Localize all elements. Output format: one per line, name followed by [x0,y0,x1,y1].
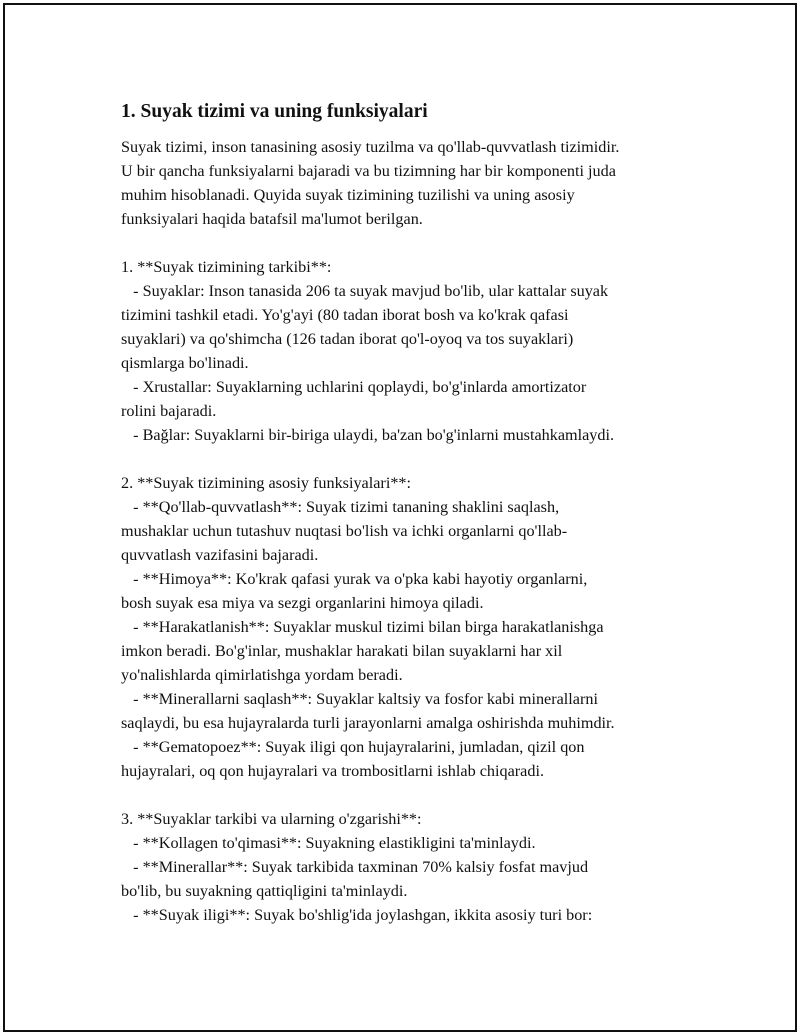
section-line: qismlarga bo'linadi. [121,354,249,372]
intro-paragraph [121,135,721,231]
intro-line: muhim hisoblanadi. Quyida suyak tizimining tuzilishi va uning asosiy [121,186,575,204]
section-line: rolini bajaradi. [121,402,217,420]
section-line: - **Suyak iligi**: Suyak bo'shlig'ida joylashgan, ikkita asosiy turi bor: [121,906,593,924]
section-line: - **Himoya**: Ko'krak qafasi yurak va o'pka kabi hayotiy organlarni, [121,570,588,588]
document-title: 1. Suyak tizimi va uning funksiyalari [121,101,428,122]
section-line: imkon beradi. Bo'g'inlar, mushaklar harakati bilan suyaklarni har xil [121,642,563,660]
section-line: yo'nalishlarda qimirlatishga yordam beradi. [121,666,403,684]
section-line: - Bağlar: Suyaklarni bir-biriga ulaydi, ba'zan bo'g'inlarni mustahkamlaydi. [121,426,615,444]
section-line: - **Harakatlanish**: Suyaklar muskul tizimi bilan birga harakatlanishga [121,618,604,636]
section-line: mushaklar uchun tutashuv nuqtasi bo'lish va ichki organlarni qo'llab- [121,522,568,540]
section-line: - **Qo'llab-quvvatlash**: Suyak tizimi tananing shaklini saqlash, [121,498,560,516]
section-line: - Xrustallar: Suyaklarning uchlarini qoplaydi, bo'g'inlarda amortizator [121,378,587,396]
section-line: suyaklari) va qo'shimcha (126 tadan iborat qo'l-oyoq va tos suyaklari) [121,330,574,348]
intro-line: U bir qancha funksiyalarni bajaradi va bu tizimning har bir komponenti juda [121,162,616,180]
section-line: bosh suyak esa miya va sezgi organlarini himoya qiladi. [121,594,484,612]
intro-line: Suyak tizimi, inson tanasining asosiy tuzilma va qo'llab-quvvatlash tizimidir. [121,138,620,156]
section-line: - **Kollagen to'qimasi**: Suyakning elastikligini ta'minlaydi. [121,834,536,852]
section-line: - **Minerallarni saqlash**: Suyaklar kaltsiy va fosfor kabi minerallarni [121,690,598,708]
section-line: hujayralari, oq qon hujayralari va trombositlarni ishlab chiqaradi. [121,762,544,780]
page-frame [3,3,797,1032]
section-line: saqlaydi, bu esa hujayralarda turli jarayonlarni amalga oshirishda muhimdir. [121,714,615,732]
section-functions [121,471,721,783]
section-structure [121,255,721,447]
section-line: - **Gematopoez**: Suyak iligi qon hujayralarini, jumladan, qizil qon [121,738,585,756]
section-line: bo'lib, bu suyakning qattiqligini ta'minlaydi. [121,882,408,900]
section-heading: 2. **Suyak tizimining asosiy funksiyalari**: [121,474,411,492]
section-heading: 1. **Suyak tizimining tarkibi**: [121,258,332,276]
section-heading: 3. **Suyaklar tarkibi va ularning o'zgarishi**: [121,810,422,828]
intro-line: funksiyalari haqida batafsil ma'lumot berilgan. [121,210,423,228]
section-line: quvvatlash vazifasini bajaradi. [121,546,319,564]
section-line: tizimini tashkil etadi. Yo'g'ayi (80 tadan iborat bosh va ko'krak qafasi [121,306,569,324]
section-line: - Suyaklar: Inson tanasida 206 ta suyak mavjud bo'lib, ular kattalar suyak [121,282,609,300]
document-body [121,98,721,951]
section-line: - **Minerallar**: Suyak tarkibida taxminan 70% kalsiy fosfat mavjud [121,858,589,876]
section-composition [121,807,721,927]
